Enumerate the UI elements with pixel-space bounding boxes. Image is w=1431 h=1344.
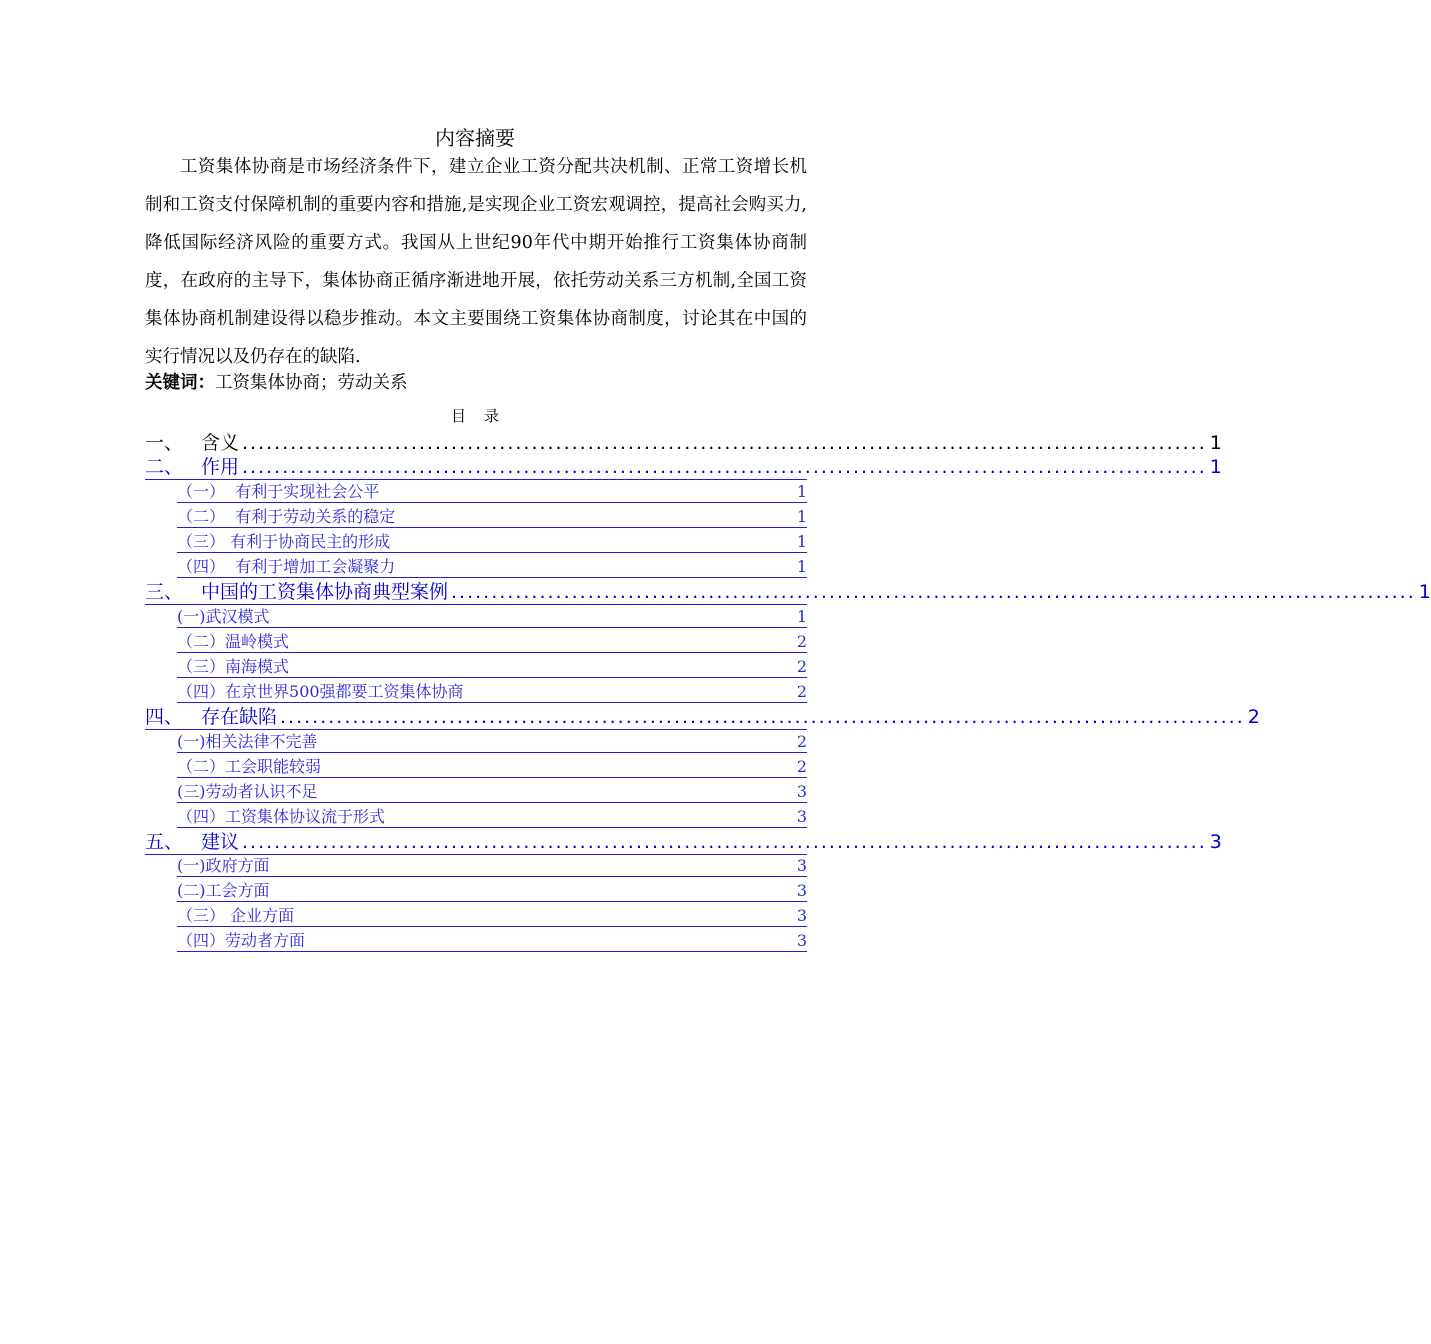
- toc-leader: ........................................................................................................................: [280, 706, 1245, 728]
- toc-entry-5-4[interactable]: （四）劳动者方面 3: [177, 931, 807, 950]
- toc-entry-5[interactable]: 五、 建议 ........................................................................................................................ 3: [145, 831, 1222, 853]
- toc-page-number: 1: [1418, 581, 1431, 603]
- toc-page-number: 2: [796, 732, 807, 751]
- toc-heading: 目录: [450, 407, 517, 425]
- toc-page-number: 2: [1247, 706, 1260, 728]
- page-title: 内容摘要: [435, 126, 515, 150]
- keywords-value: 工资集体协商；劳动关系: [215, 373, 408, 393]
- abstract-paragraph: 工资集体协商是市场经济条件下，建立企业工资分配共决机制、正常工资增长机制和工资支付保障机制的重要内容和措施,是实现企业工资宏观调控，提高社会购买力,降低国际经济风险的重要方式。我国从上世纪90年代中期开始推行工资集体协商制度，在政府的主导下，集体协商正循序渐进地开展，依托劳动关系三方机制,全国工资集体协商机制建设得以稳步推动。本文主要围绕工资集体协商制度，讨论其在中国的实行情况以及仍存在的缺陷.: [145, 157, 807, 367]
- toc-entry-5-2[interactable]: (二)工会方面 3: [177, 881, 807, 900]
- toc-page-number: 1: [796, 482, 807, 501]
- toc-page-number: 2: [796, 757, 807, 776]
- toc-entry-4-4[interactable]: （四）工资集体协议流于形式 3: [177, 807, 807, 826]
- toc-entry-2-1[interactable]: （一） 有利于实现社会公平 1: [177, 482, 807, 501]
- toc-entry-2-4[interactable]: （四） 有利于增加工会凝聚力 1: [177, 557, 807, 576]
- toc-entry-2-2[interactable]: （二） 有利于劳动关系的稳定 1: [177, 507, 807, 526]
- toc-page-number: 3: [796, 807, 807, 826]
- toc-entry-2[interactable]: 二、 作用 ........................................................................................................................ 1: [145, 456, 1222, 478]
- toc-page-number: 1: [796, 557, 807, 576]
- toc-entry-2-3[interactable]: （三） 有利于协商民主的形成 1: [177, 532, 807, 551]
- toc-page-number: 1: [796, 532, 807, 551]
- toc-entry-1[interactable]: 一、 含义 ........................................................................................................................ 1: [145, 432, 1222, 454]
- toc-entry-3-2[interactable]: （二）温岭模式 2: [177, 632, 807, 651]
- toc-page-number: 1: [796, 507, 807, 526]
- toc-entry-4-1[interactable]: (一)相关法律不完善 2: [177, 732, 807, 751]
- toc-entry-3[interactable]: 三、 中国的工资集体协商典型案例 ........................................................................................................................ 1: [145, 581, 1431, 603]
- toc-page-number: 2: [796, 682, 807, 701]
- toc-page-number: 3: [796, 931, 807, 950]
- toc-entry-3-4[interactable]: （四）在京世界500强都要工资集体协商 2: [177, 682, 807, 701]
- toc-page-number: 2: [796, 657, 807, 676]
- toc-page-number: 1: [796, 607, 807, 626]
- toc-entry-4[interactable]: 四、 存在缺陷 ........................................................................................................................ 2: [145, 706, 1260, 728]
- toc-page-number: 3: [796, 856, 807, 875]
- toc-entry-4-3[interactable]: (三)劳动者认识不足 3: [177, 782, 807, 801]
- keywords-line: [145, 370, 408, 396]
- toc-entry-3-3[interactable]: （三）南海模式 2: [177, 657, 807, 676]
- toc-entry-5-1[interactable]: (一)政府方面 3: [177, 856, 807, 875]
- toc-entry-5-3[interactable]: （三） 企业方面 3: [177, 906, 807, 925]
- toc-page-number: 1: [1209, 432, 1222, 454]
- toc-entry-4-2[interactable]: （二）工会职能较弱 2: [177, 757, 807, 776]
- toc-page-number: 3: [1209, 831, 1222, 853]
- toc-page-number: 1: [1209, 456, 1222, 478]
- toc-leader: ........................................................................................................................: [242, 456, 1207, 478]
- toc-entry-3-1[interactable]: (一)武汉模式 1: [177, 607, 807, 626]
- toc-leader: ........................................................................................................................: [451, 581, 1416, 603]
- toc-leader: ........................................................................................................................: [242, 831, 1207, 853]
- toc-leader: ........................................................................................................................: [242, 432, 1207, 454]
- toc-page-number: 3: [796, 906, 807, 925]
- toc-page-number: 3: [796, 782, 807, 801]
- toc-page-number: 2: [796, 632, 807, 651]
- keywords-label: 关键词：: [145, 373, 215, 393]
- toc-page-number: 3: [796, 881, 807, 900]
